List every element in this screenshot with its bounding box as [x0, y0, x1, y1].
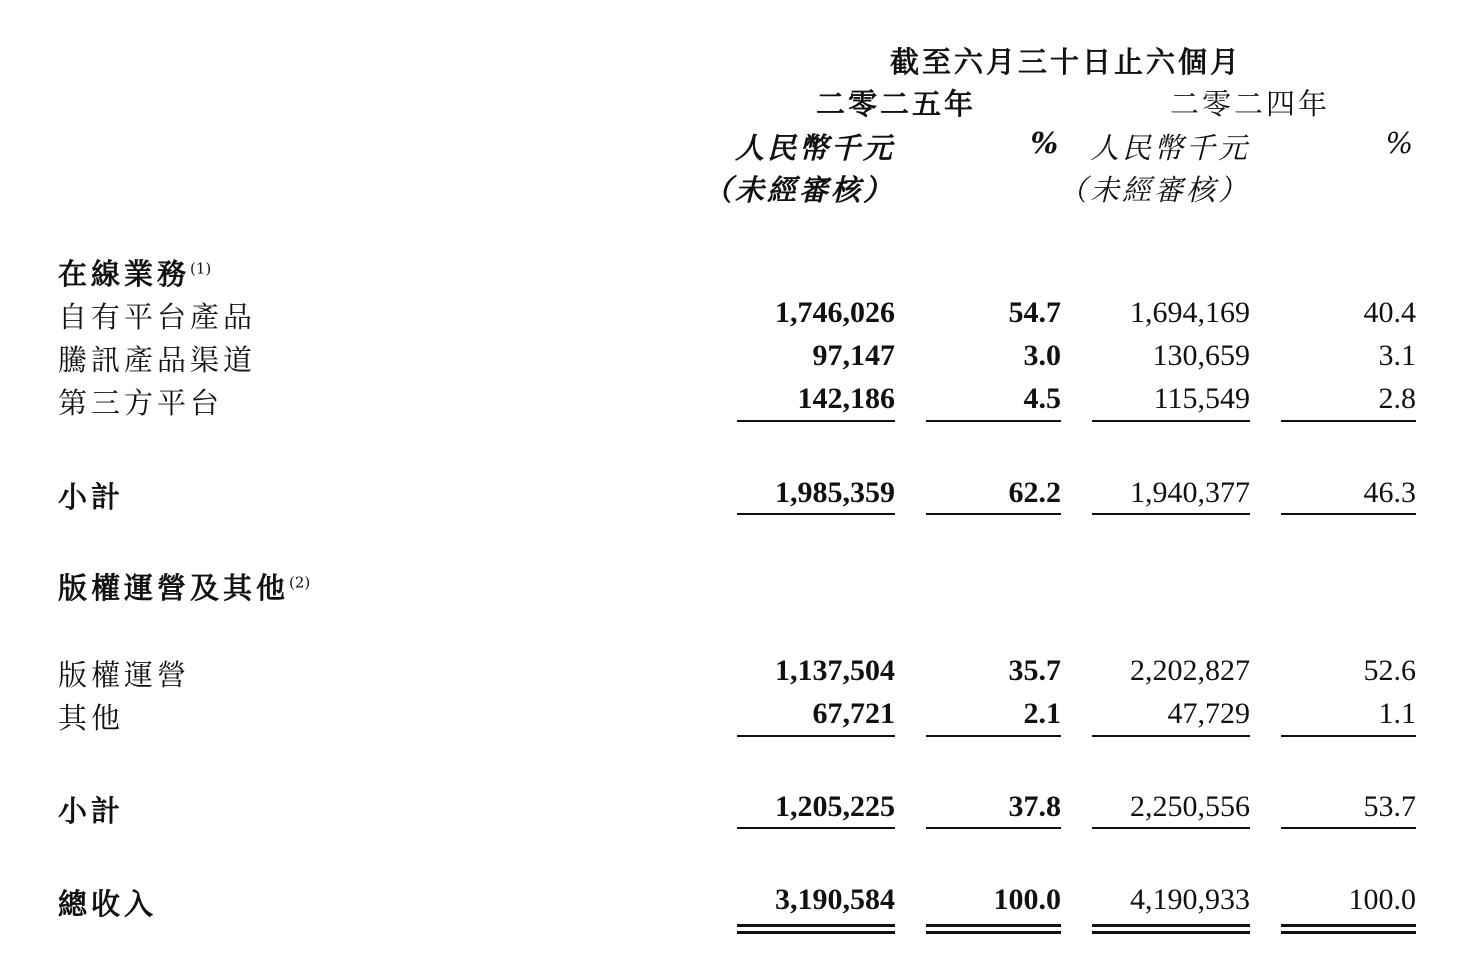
pct-2025: 3.0: [1023, 339, 1061, 372]
audit-2024-header: （未經審核）: [1057, 173, 1250, 207]
total-pct-2025: 100.0: [993, 883, 1061, 916]
pct-2024: 3.1: [1378, 339, 1416, 372]
rule: [737, 513, 895, 515]
pct-2024: 40.4: [1363, 296, 1416, 329]
rule: [1092, 513, 1250, 515]
pct-2025: 54.7: [1008, 296, 1061, 329]
row-label: 第三方平台: [58, 386, 224, 420]
value-2024: 47,729: [1167, 697, 1250, 730]
total-value-2024: 4,190,933: [1130, 883, 1250, 916]
rule: [1281, 420, 1416, 422]
subtotal-pct-2024: 46.3: [1363, 476, 1416, 509]
value-2024: 1,694,169: [1130, 296, 1250, 329]
subtotal-value-2024: 1,940,377: [1130, 476, 1250, 509]
total-label: 總收入: [58, 887, 158, 921]
section-title-copyright: 版權運營及其他$^{(2)}$: [58, 571, 311, 605]
audit-2025-header: （未經審核）: [702, 173, 895, 207]
row-label: 自有平台產品: [58, 300, 257, 334]
total-value-2025: 3,190,584: [775, 883, 895, 916]
subtotal-label: 小計: [58, 794, 125, 828]
currency-2024-header: 人民幣千元: [1089, 131, 1250, 165]
rule: [1281, 735, 1416, 737]
pct-2024: 52.6: [1363, 654, 1416, 687]
value-2025: 1,137,504: [775, 654, 895, 687]
pct-2024-header: %: [1385, 126, 1416, 160]
footnote-2: (2): [289, 573, 311, 592]
rule: [926, 420, 1061, 422]
rule: [1092, 420, 1250, 422]
double-rule: [737, 924, 895, 934]
subtotal-pct-2025: 62.2: [1008, 476, 1061, 509]
subtotal-pct-2025: 37.8: [1008, 790, 1061, 823]
rule: [737, 827, 895, 829]
footnote-1: (1): [190, 259, 212, 278]
pct-2025-header: %: [1030, 126, 1061, 160]
row-label: 其他: [58, 701, 125, 735]
value-2024: 115,549: [1153, 382, 1250, 415]
value-2024: 130,659: [1152, 339, 1250, 372]
rule: [926, 735, 1061, 737]
rule: [926, 827, 1061, 829]
rule: [737, 420, 895, 422]
double-rule: [1092, 924, 1250, 934]
pct-2025: 2.1: [1023, 697, 1061, 730]
rule: [1281, 827, 1416, 829]
value-2025: 142,186: [797, 382, 895, 415]
rule: [737, 735, 895, 737]
rule: [1281, 513, 1416, 515]
pct-2024: 1.1: [1378, 697, 1416, 730]
row-label: 版權運營: [58, 658, 191, 692]
total-pct-2024: 100.0: [1348, 883, 1416, 916]
year-2025-header: 二零二五年: [816, 87, 977, 121]
subtotal-label: 小計: [58, 480, 125, 514]
currency-2025-header: 人民幣千元: [734, 131, 895, 165]
value-2025: 1,746,026: [775, 296, 895, 329]
row-label: 騰訊產品渠道: [58, 343, 257, 377]
period-header: 截至六月三十日止六個月: [890, 45, 1243, 79]
pct-2024: 2.8: [1378, 382, 1416, 415]
subtotal-pct-2024: 53.7: [1363, 790, 1416, 823]
subtotal-value-2024: 2,250,556: [1130, 790, 1250, 823]
value-2025: 67,721: [812, 697, 895, 730]
rule: [926, 513, 1061, 515]
rule: [1092, 827, 1250, 829]
value-2024: 2,202,827: [1130, 654, 1250, 687]
double-rule: [1281, 924, 1416, 934]
pct-2025: 4.5: [1023, 382, 1061, 415]
value-2025: 97,147: [812, 339, 895, 372]
rule: [1092, 735, 1250, 737]
subtotal-value-2025: 1,985,359: [775, 476, 895, 509]
double-rule: [926, 924, 1061, 934]
pct-2025: 35.7: [1008, 654, 1061, 687]
section-title-online: 在線業務$^{(1)}$: [58, 257, 212, 291]
subtotal-value-2025: 1,205,225: [775, 790, 895, 823]
year-2024-header: 二零二四年: [1170, 87, 1331, 121]
